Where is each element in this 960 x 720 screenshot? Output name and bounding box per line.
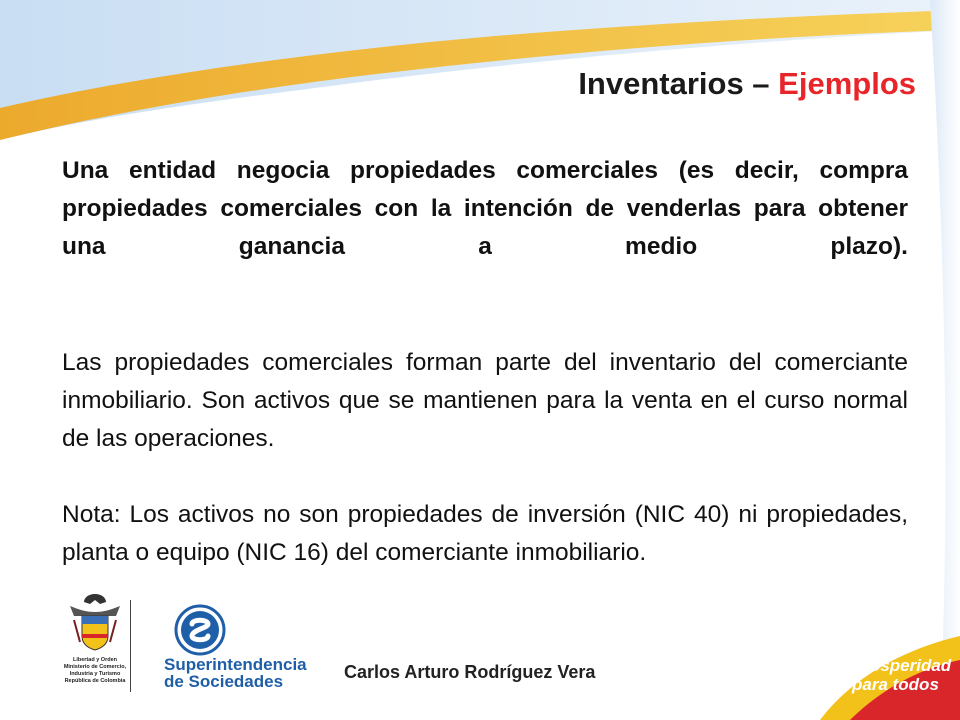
paragraph-2: Las propiedades comerciales forman parte del inventario del comerciante inmobiliario. Son activos que se mantienen para la venta en el curso normal de las operaciones.: [62, 349, 908, 452]
ss-line-2: de Sociedades: [164, 672, 284, 691]
coat-of-arms-icon: [40, 590, 150, 652]
ss-line-1: Superintendencia: [164, 655, 307, 674]
crest-line-4: República de Colombia: [64, 678, 126, 684]
superintendencia-name: [164, 656, 307, 690]
slide-title: [578, 66, 916, 102]
crest-line-2: Ministerio de Comercio,: [63, 664, 127, 670]
brand-line-2: para todos: [852, 675, 939, 694]
brand-line-1: Prosperidad: [852, 656, 952, 675]
prosperidad-logo: [852, 656, 951, 694]
superintendencia-logo-icon: [164, 604, 236, 656]
paragraph-1: Una entidad negocia propiedades comerciales (es decir, compra propiedades comerciales con la intención de venderlas para obtener una ganancia a medio plazo).: [62, 157, 908, 260]
paragraph-3: Nota: Los activos no son propiedades de inversión (NIC 40) ni propiedades, planta o equipo (NIC 16) del comerciante inmobiliario.: [62, 501, 908, 566]
footer-divider: [130, 600, 131, 692]
title-main: Inventarios –: [578, 66, 779, 101]
author-name: Carlos Arturo Rodríguez Vera: [344, 662, 596, 682]
crest-line-3: Industria y Turismo: [69, 671, 121, 677]
crest-line-1: Libertad y Orden: [72, 657, 117, 663]
title-accent: Ejemplos: [778, 66, 916, 101]
ministry-logo: [40, 590, 150, 685]
